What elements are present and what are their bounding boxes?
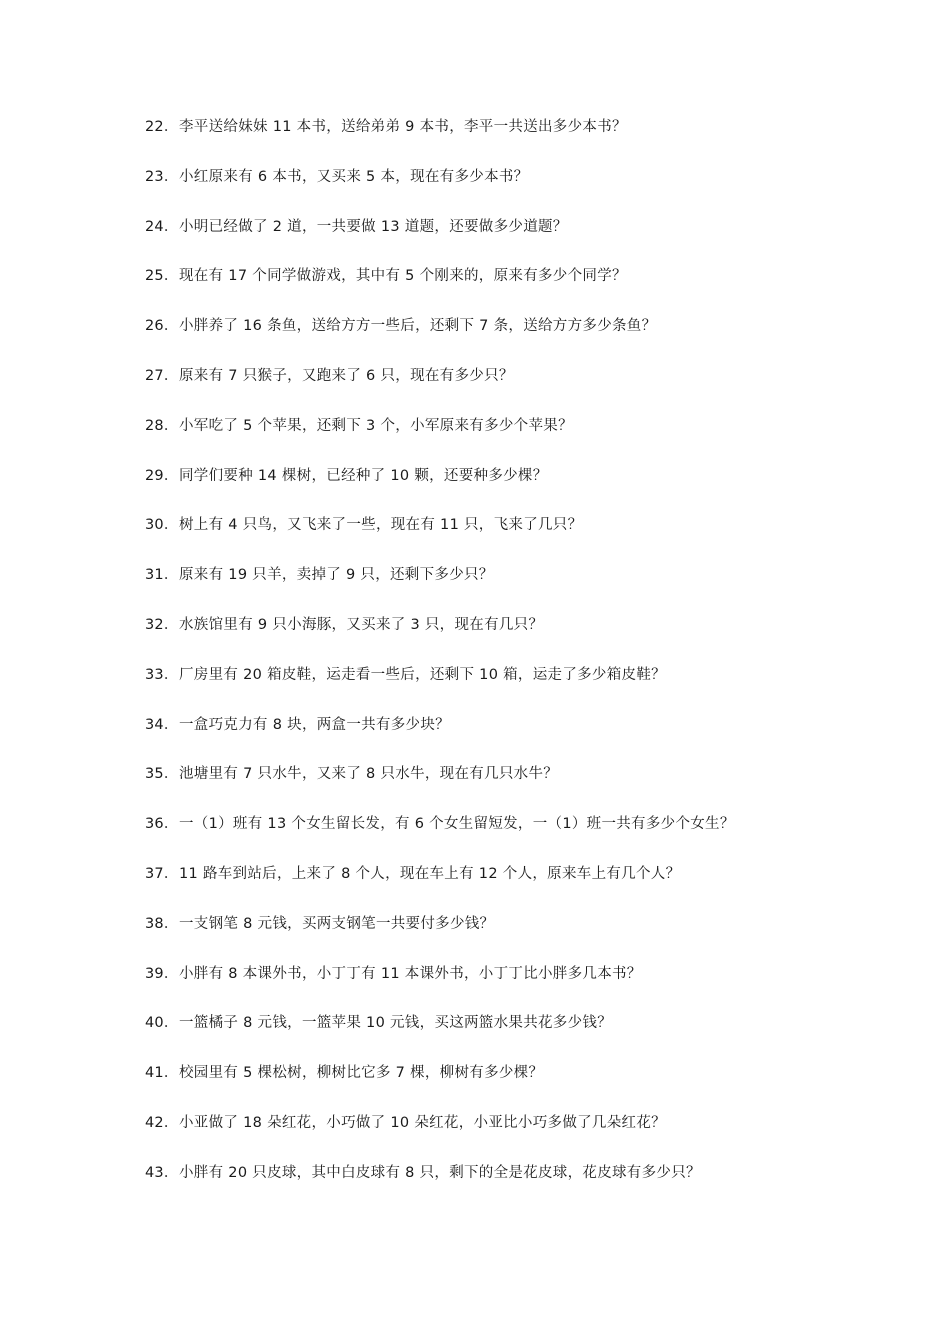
- question-text: 小胖养了 16 条鱼，送给方方一些后，还剩下 7 条，送给方方多少条鱼？: [179, 318, 657, 335]
- question-number: 35．: [145, 766, 179, 783]
- question-number: 24．: [145, 218, 179, 235]
- question-number: 42．: [145, 1114, 179, 1131]
- question-item: [145, 1059, 905, 1109]
- question-number: 27．: [145, 367, 179, 384]
- question-item: [145, 312, 905, 362]
- question-item: [145, 1109, 905, 1159]
- question-item: [145, 711, 905, 761]
- question-item: [145, 561, 905, 611]
- question-number: 29．: [145, 467, 179, 484]
- question-number: 37．: [145, 865, 179, 882]
- question-item: [145, 213, 905, 263]
- question-item: [145, 960, 905, 1010]
- question-item: [145, 810, 905, 860]
- question-item: [145, 462, 905, 512]
- question-number: 22．: [145, 119, 179, 135]
- question-item: [145, 611, 905, 661]
- question-item: [145, 910, 905, 960]
- question-text: 厂房里有 20 箱皮鞋，运走看一些后，还剩下 10 箱，运走了多少箱皮鞋？: [179, 666, 666, 683]
- question-item: [145, 262, 905, 312]
- question-text: 小明已经做了 2 道，一共要做 13 道题，还要做多少道题？: [179, 218, 568, 235]
- question-text: 树上有 4 只鸟，又飞来了一些，现在有 11 只，飞来了几只？: [179, 517, 583, 534]
- question-text: 小胖有 8 本课外书，小丁丁有 11 本课外书，小丁丁比小胖多几本书？: [179, 965, 642, 982]
- question-text: 现在有 17 个同学做游戏，其中有 5 个刚来的，原来有多少个同学？: [179, 268, 627, 285]
- question-item: [145, 362, 905, 412]
- question-text: 池塘里有 7 只水牛，又来了 8 只水牛，现在有几只水牛？: [179, 766, 559, 783]
- question-item: [145, 1159, 905, 1209]
- question-text: 11 路车到站后，上来了 8 个人，现在车上有 12 个人，原来车上有几个人？: [179, 865, 681, 882]
- question-number: 32．: [145, 616, 179, 633]
- question-text: 水族馆里有 9 只小海豚，又买来了 3 只，现在有几只？: [179, 616, 544, 633]
- question-text: 原来有 7 只猴子，又跑来了 6 只，现在有多少只？: [179, 367, 514, 384]
- question-number: 26．: [145, 318, 179, 335]
- question-item: [145, 860, 905, 910]
- question-number: 31．: [145, 567, 179, 584]
- question-item: [145, 760, 905, 810]
- question-text: 同学们要种 14 棵树，已经种了 10 颗，还要种多少棵？: [179, 467, 548, 484]
- question-item: [145, 412, 905, 462]
- question-text: 一篮橘子 8 元钱，一篮苹果 10 元钱，买这两篮水果共花多少钱？: [179, 1015, 613, 1032]
- question-number: 41．: [145, 1065, 179, 1082]
- question-text: 原来有 19 只羊，卖掉了 9 只，还剩下多少只？: [179, 567, 494, 584]
- question-number: 25．: [145, 268, 179, 285]
- question-number: 36．: [145, 816, 179, 833]
- question-number: 38．: [145, 915, 179, 932]
- question-number: 39．: [145, 965, 179, 982]
- question-number: 28．: [145, 417, 179, 434]
- question-text: 李平送给妹妹 11 本书，送给弟弟 9 本书，李平一共送出多少本书？: [179, 119, 627, 135]
- question-item: [145, 1009, 905, 1059]
- question-text: 一盒巧克力有 8 块，两盒一共有多少块？: [179, 716, 450, 733]
- question-number: 23．: [145, 168, 179, 185]
- question-item: [145, 511, 905, 561]
- question-number: 43．: [145, 1164, 179, 1181]
- question-text: 小军吃了 5 个苹果，还剩下 3 个，小军原来有多少个苹果？: [179, 417, 573, 434]
- question-number: 34．: [145, 716, 179, 733]
- question-item: [145, 113, 905, 163]
- question-text: 一支钢笔 8 元钱，买两支钢笔一共要付多少钱？: [179, 915, 495, 932]
- question-number: 33．: [145, 666, 179, 683]
- question-list: [145, 113, 905, 1209]
- question-text: 校园里有 5 棵松树，柳树比它多 7 棵，柳树有多少棵？: [179, 1065, 544, 1082]
- question-text: 一（1）班有 13 个女生留长发，有 6 个女生留短发，一（1）班一共有多少个女生？: [179, 816, 735, 833]
- question-item: [145, 661, 905, 711]
- question-item: [145, 163, 905, 213]
- question-text: 小亚做了 18 朵红花，小巧做了 10 朵红花，小亚比小巧多做了几朵红花？: [179, 1114, 666, 1131]
- question-text: 小胖有 20 只皮球，其中白皮球有 8 只，剩下的全是花皮球，花皮球有多少只？: [179, 1164, 701, 1181]
- question-number: 40．: [145, 1015, 179, 1032]
- question-number: 30．: [145, 517, 179, 534]
- question-text: 小红原来有 6 本书，又买来 5 本，现在有多少本书？: [179, 168, 529, 185]
